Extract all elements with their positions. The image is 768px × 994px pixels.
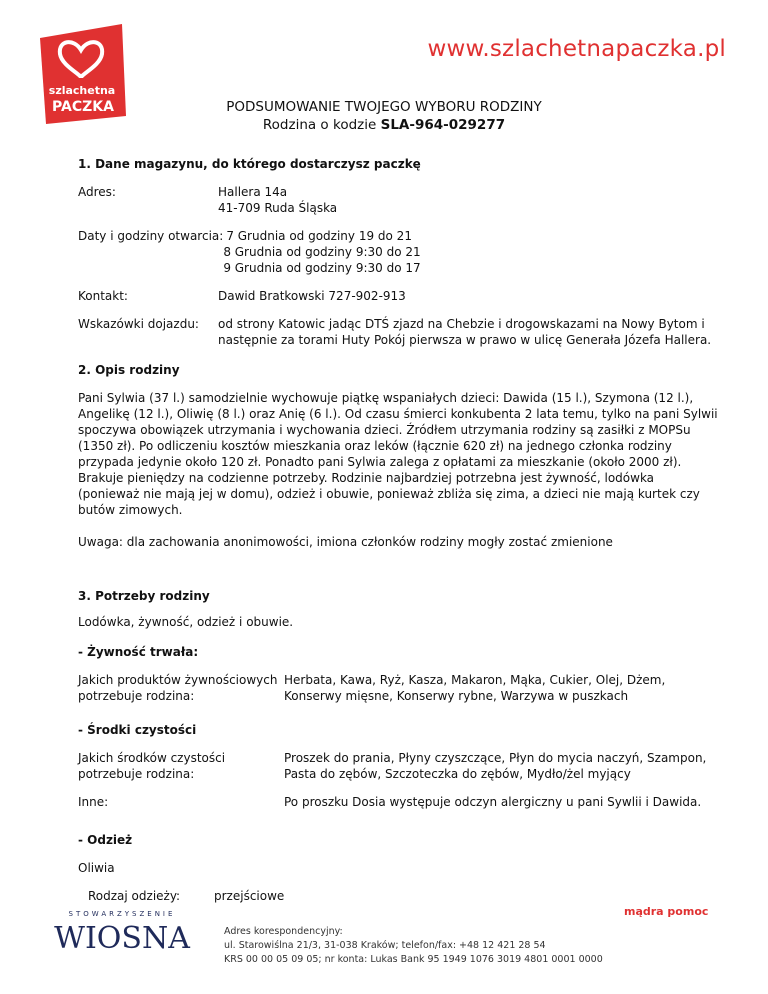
wiosna-logo <box>52 906 192 966</box>
clothes-type-row: Rodzaj odzieży: przejściowe <box>88 889 285 903</box>
footer-address: Adres korespondencyjny: ul. Starowiślna 21/3, 31-038 Kraków; telefon/fax: +48 12 421 28 54 KRS 00 00 05 09 05; nr konta: Lukas Bank 95 1949 1076 3019 4801 0001 0000 <box>224 926 603 965</box>
food-row: Jakich produktów żywnościowych potrzebuje rodzina: Herbata, Kawa, Ryż, Kasza, Makaron, Mąka, Cukier, Olej, Dżem, Konserwy mięsne, Konserwy rybne, Warzywa w puszkach <box>78 673 666 703</box>
family-description: Pani Sylwia (37 l.) samodzielnie wychowuje piątkę wspaniałych dzieci: Dawida (15 l.), Szymona (12 l.), Angelikę (12 l.), Oliwię (8 l.) oraz Anię (6 l.). Od czasu śmierci konkubenta 2 lata temu, tylko na pani Sylwii spoczywa obowiązek utrzymania i wychowania dzieci. Źródłem utrzymania rodziny są zasiłki z MOPSu (1350 zł). Po odliczeniu kosztów mieszkania oraz leków (łącznie 620 zł) na jednego członka rodziny przypada jedynie około 120 zł. Ponadto pani Sylwia zalega z opłatami za mieszkanie (około 2000 zł). Brakuje pieniędzy na codzienne potrzeby. Rodzinie najbardziej potrzebna jest żywność, lodówka (ponieważ nie mają jej w domu), odzież i obuwie, ponieważ zbliża się zima, a dzieci nie mają kurtek czy butów zimowych. <box>78 391 718 517</box>
svg-text:PACZKA: PACZKA <box>52 99 114 115</box>
food-heading: - Żywność trwała: <box>78 645 199 659</box>
family-code: Rodzina o kodzie SLA-964-029277 <box>262 117 506 133</box>
website-url[interactable]: www.szlachetnapaczka.pl <box>427 36 726 62</box>
document-title <box>0 98 768 134</box>
section1-heading: 1. Dane magazynu, do którego dostarczysz paczkę <box>78 157 421 171</box>
contact-row: Kontakt: Dawid Bratkowski 727-902-913 <box>78 289 406 303</box>
hours-row: Daty i godziny otwarcia: 7 Grudnia od godziny 19 do 21 8 Grudnia od godziny 9:30 do 21 9 Grudnia od godziny 9:30 do 17 <box>78 229 421 275</box>
needs-summary: Lodówka, żywność, odzież i obuwie. <box>78 615 294 629</box>
other-row: Inne: Po proszku Dosia występuje odczyn alergiczny u pani Sywlii i Dawida. <box>78 795 702 809</box>
family-code-value: SLA-964-029277 <box>380 117 506 133</box>
svg-text:STOWARZYSZENIE: STOWARZYSZENIE <box>68 910 176 918</box>
section3-heading: 3. Potrzeby rodziny <box>78 589 210 603</box>
clothes-heading: - Odzież <box>78 833 133 847</box>
cleaning-row: Jakich środków czystości potrzebuje rodzina: Proszek do prania, Płyny czyszczące, Płyn do mycia naczyń, Szampon, Pasta do zębów, Szczoteczka do zębów, Mydło/żel myjący <box>78 751 707 781</box>
svg-text:WIOSNA: WIOSNA <box>54 921 190 956</box>
tagline: mądra pomoc <box>624 905 709 918</box>
address-row: Adres: Hallera 14a 41-709 Ruda Śląska <box>78 185 338 215</box>
main-content <box>78 156 718 904</box>
anonymity-note: Uwaga: dla zachowania anonimowości, imiona członków rodziny mogły zostać zmienione <box>78 535 613 549</box>
section2-heading: 2. Opis rodziny <box>78 363 180 377</box>
page-title: PODSUMOWANIE TWOJEGO WYBORU RODZINY <box>226 99 542 115</box>
person-name: Oliwia <box>78 861 115 875</box>
svg-text:szlachetna: szlachetna <box>48 84 116 97</box>
directions-row: Wskazówki dojazdu: od strony Katowic jadąc DTŚ zjazd na Chebzie i drogowskazami na Nowy Bytom i następnie za torami Huty Pokój pierwsza w prawo w ulicę Generała Józefa Hallera. <box>78 317 712 347</box>
cleaning-heading: - Środki czystości <box>78 723 197 737</box>
